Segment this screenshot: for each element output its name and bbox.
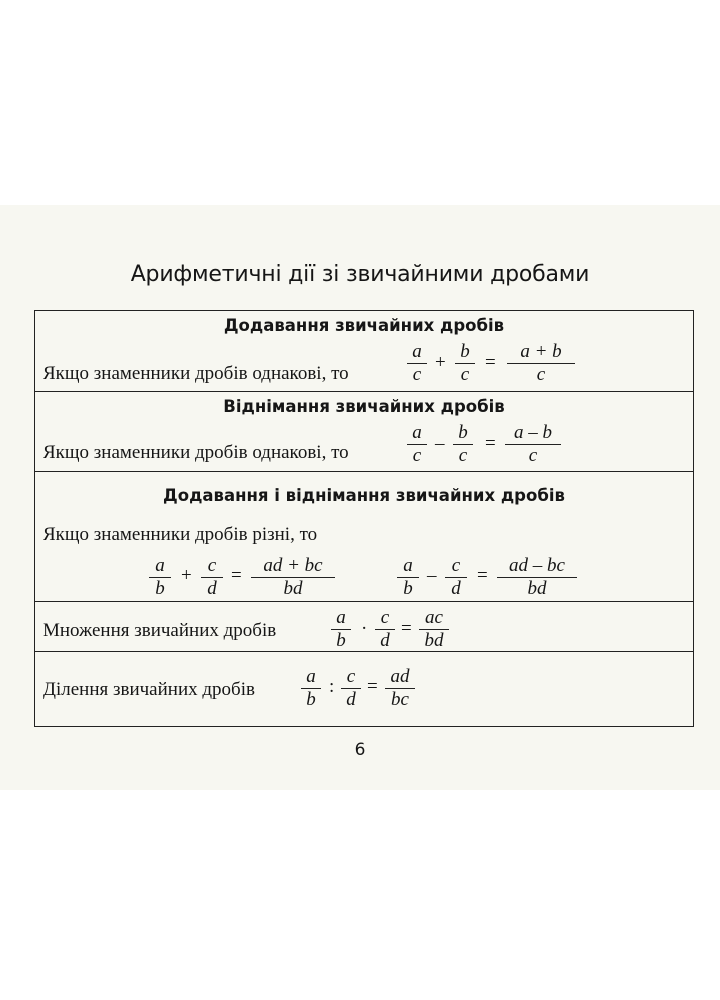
- fractions-table: [34, 310, 694, 727]
- divider: [35, 391, 693, 392]
- fraction-mult-2: c d: [375, 607, 395, 651]
- fraction-mult-1: a b: [331, 607, 351, 651]
- op-multiply: ·: [361, 618, 368, 639]
- fraction-diff-add-2: c d: [201, 555, 223, 599]
- fraction-div-2: c d: [341, 666, 361, 710]
- equals-divide: =: [367, 676, 378, 697]
- op-addition: +: [435, 352, 446, 373]
- op-subtraction: –: [435, 433, 445, 454]
- page-title: Арифметичні дії зі звичайними дробами: [130, 262, 590, 287]
- heading-subtraction: Віднімання звичайних дробів: [223, 397, 505, 416]
- text-division: Ділення звичайних дробів: [43, 679, 255, 700]
- fraction-addition-1: a c: [407, 341, 427, 385]
- equals-diff-add: =: [231, 565, 242, 586]
- fraction-diff-add-result: ad + bc bd: [251, 555, 335, 599]
- fraction-subtraction-1: a c: [407, 422, 427, 466]
- op-diff-sub: –: [427, 565, 437, 586]
- fraction-div-result: ad bc: [385, 666, 415, 710]
- fraction-addition-2: b c: [455, 341, 475, 385]
- text-addition: Якщо знаменники дробів однакові, то: [43, 363, 349, 384]
- equals-subtraction: =: [485, 433, 496, 454]
- fraction-mult-result: ac bd: [419, 607, 449, 651]
- fraction-diff-sub-result: ad – bc bd: [497, 555, 577, 599]
- equals-multiply: =: [401, 618, 412, 639]
- divider: [35, 651, 693, 652]
- fraction-diff-sub-1: a b: [397, 555, 419, 599]
- fraction-addition-result: a + b c: [507, 341, 575, 385]
- text-subtraction: Якщо знаменники дробів однакові, то: [43, 442, 349, 463]
- fraction-diff-add-1: a b: [149, 555, 171, 599]
- op-diff-add: +: [181, 565, 192, 586]
- equals-addition: =: [485, 352, 496, 373]
- text-different-denominators: Якщо знаменники дробів різні, то: [43, 524, 318, 545]
- equals-diff-sub: =: [477, 565, 488, 586]
- text-multiplication: Множення звичайних дробів: [43, 620, 277, 641]
- divider: [35, 471, 693, 472]
- page-number: 6: [354, 740, 366, 760]
- heading-add-sub: Додавання і віднімання звичайних дробів: [163, 486, 565, 505]
- fraction-div-1: a b: [301, 666, 321, 710]
- op-divide: :: [329, 676, 335, 697]
- fraction-diff-sub-2: c d: [445, 555, 467, 599]
- heading-addition: Додавання звичайних дробів: [223, 316, 505, 335]
- fraction-subtraction-result: a – b c: [505, 422, 561, 466]
- fraction-subtraction-2: b c: [453, 422, 473, 466]
- divider: [35, 601, 693, 602]
